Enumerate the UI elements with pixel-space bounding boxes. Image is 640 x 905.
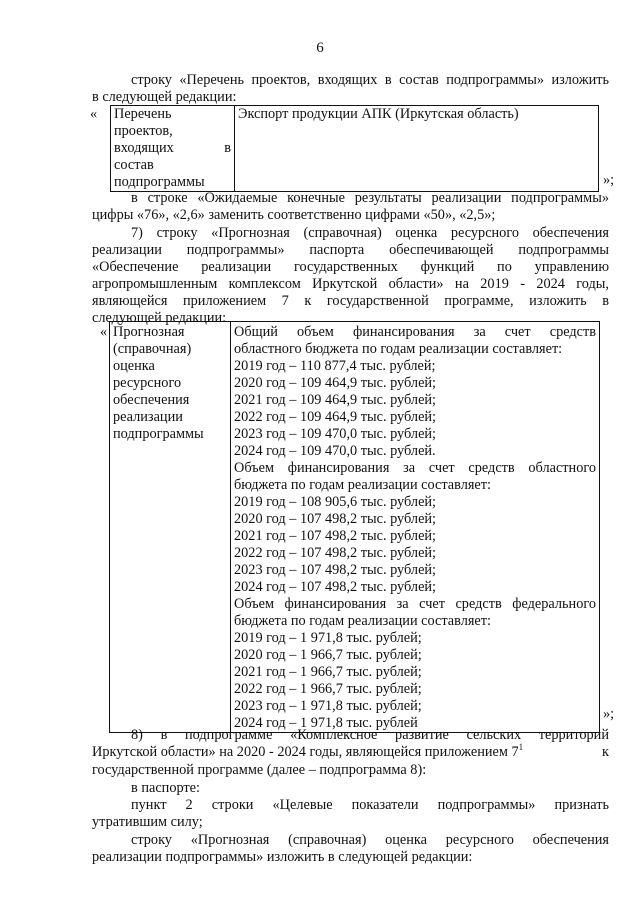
funding-table [109, 321, 600, 733]
close-quote: »; [603, 172, 615, 188]
paragraph-line: цифры «76», «2,6» заменить соответственно цифрами «50», «2,5»; [92, 207, 496, 223]
paragraph-line: «Обеспечение реализации государственных функций по управлению [92, 259, 609, 275]
paragraph-line: 7) строку «Прогнозная (справочная) оценка ресурсного обеспечения [131, 225, 609, 241]
table-value-cell: Общий объем финансирования за счет средств областного бюджета по годам реализации составляет: 2019 год – 110 877,4 тыс. рублей; 2020 год – 109 464,9 тыс. рублей; 2021 год – 109 464,9 тыс. рублей; 2022 год – 109 464,9 тыс. рублей; 2023 год – 109 470,0 тыс. рублей; 2024 год – 109 470,0 тыс. рублей. Объем финансирования за счет средств областного бюджета по годам реализации составляет: 2019 год – 108 905,6 тыс. рублей; 2020 год – 107 498,2 тыс. рублей; 2021 год – 107 498,2 тыс. рублей; 2022 год – 107 498,2 тыс. рублей; 2023 год – 107 498,2 тыс. рублей; 2024 год – 107 498,2 тыс. рублей; Объем финансирования за счет средств федерального бюджета по годам реализации составляет: 2019 год – 1 971,8 тыс. рублей; 2020 год – 1 966,7 тыс. рублей; 2021 год – 1 966,7 тыс. рублей; 2022 год – 1 966,7 тыс. рублей; 2023 год – 1 971,8 тыс. рублей; 2024 год – 1 971,8 тыс. рублей [231, 322, 600, 733]
table-label-cell: Перечень проектов, входящих в состав подпрограммы [111, 106, 235, 192]
paragraph-line: 8) в подпрограмме «Комплексное развитие сельских территорий [131, 727, 609, 743]
page-number: 6 [316, 40, 324, 56]
paragraph-line: в паспорте: [131, 780, 200, 796]
open-quote: « [90, 106, 98, 122]
table-value-cell: Экспорт продукции АПК (Иркутская область) [235, 106, 599, 192]
line-text: Иркутской области» на 2020 - 2024 годы, являющейся приложением $7^1$ [92, 742, 524, 760]
paragraph-line: следующей редакции: [92, 310, 227, 326]
paragraph-line: агропромышленным комплексом Иркутской области» на 2019 - 2024 годы, [92, 276, 609, 292]
paragraph-line: реализации подпрограммы» изложить в следующей редакции: [92, 849, 473, 865]
open-quote: « [100, 324, 108, 340]
paragraph-line: пункт 2 строки «Целевые показатели подпрограммы» признать [131, 797, 609, 813]
paragraph-line: строку «Прогнозная (справочная) оценка ресурсного обеспечения [131, 832, 609, 848]
paragraph-line: строку «Перечень проектов, входящих в состав подпрограммы» изложить [131, 72, 609, 88]
projects-table [110, 105, 599, 192]
table-label-cell: Прогнозная (справочная) оценка ресурсного обеспечения реализации подпрограммы [110, 322, 231, 733]
paragraph-line: в следующей редакции: [92, 89, 237, 105]
paragraph-line: в строке «Ожидаемые конечные результаты реализации подпрограммы» [131, 190, 609, 206]
close-quote: »; [603, 706, 615, 722]
paragraph-line [92, 744, 609, 761]
paragraph-line: государственной программе (далее – подпрограмма 8): [92, 762, 427, 778]
paragraph-line: реализации подпрограммы» паспорта обеспечивающей подпрограммы [92, 242, 609, 258]
line-text: к [602, 744, 609, 760]
paragraph-line: являющейся приложением 7 к государственной программе, изложить в [92, 293, 609, 309]
paragraph-line: утратившим силу; [92, 814, 203, 830]
superscript: 1 [518, 742, 524, 753]
